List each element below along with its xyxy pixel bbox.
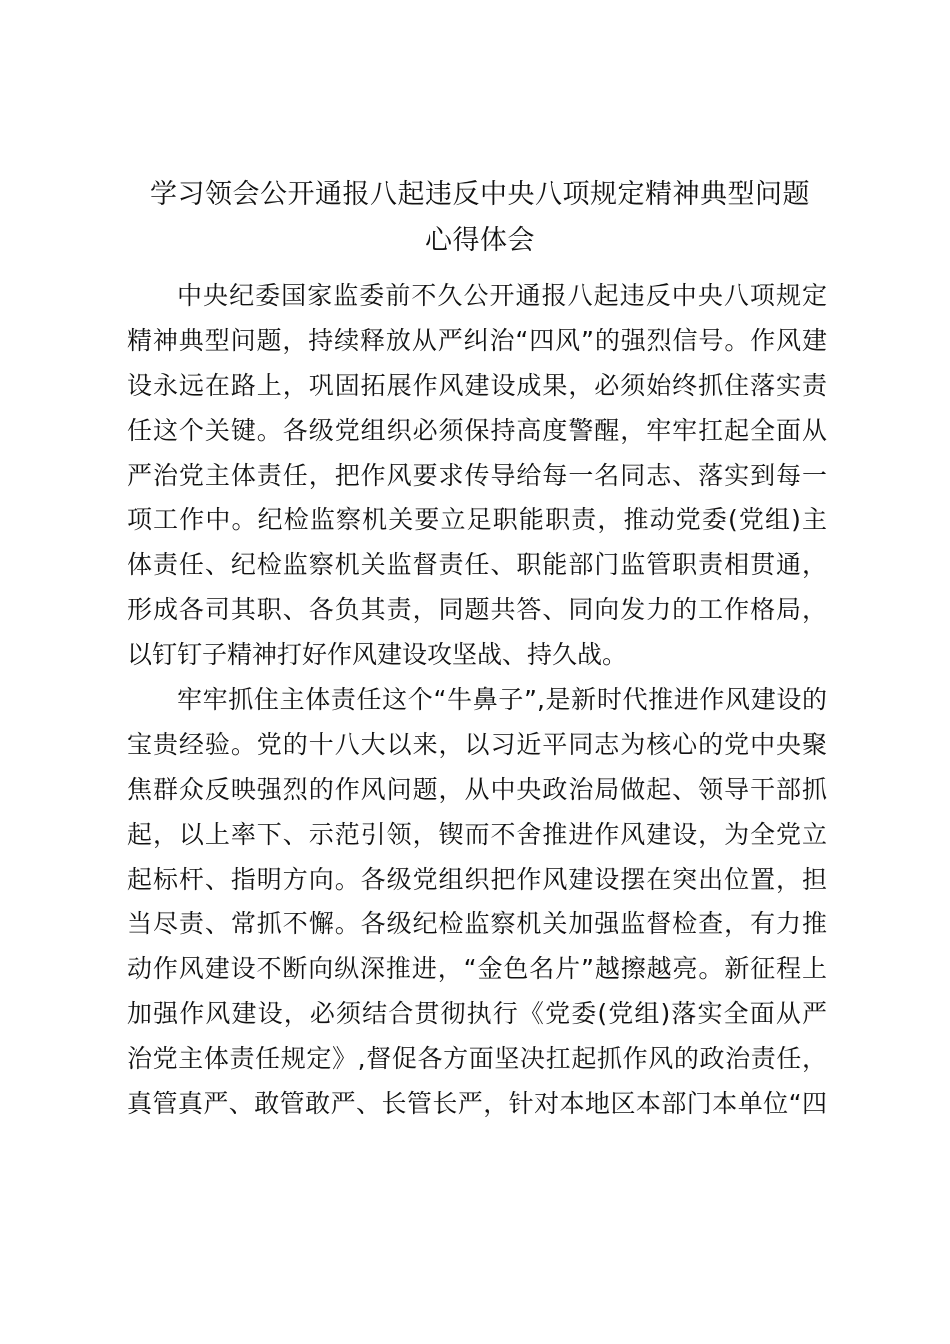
paragraph-1-line: 中央纪委国家监委前不久公开通报八起违反中央八项规定 bbox=[177, 281, 827, 310]
title-line-2: 心得体会 bbox=[425, 225, 535, 256]
paragraph-1-line: 任这个关键。各级党组织必须保持高度警醒，牢牢扛起全面从 bbox=[127, 415, 827, 445]
paragraph-1-line: 以钉钉子精神打好作风建设攻坚战、持久战。 bbox=[127, 640, 628, 670]
document-title bbox=[110, 172, 850, 264]
paragraph-2-line: 治党主体责任规定》,督促各方面坚决扛起抓作风的政治责任， bbox=[127, 1044, 827, 1074]
paragraph-1-line: 精神典型问题，持续释放从严纠治“四风”的强烈信号。作风建 bbox=[127, 325, 827, 355]
paragraph-2-line: 动作风建设不断向纵深推进，“金色名片”越擦越亮。新征程上 bbox=[127, 954, 827, 984]
paragraph-1-line: 项工作中。纪检监察机关要立足职能职责，推动党委(党组)主 bbox=[127, 505, 827, 535]
paragraph-1-line: 形成各司其职、各负其责，同题共答、同向发力的工作格局， bbox=[127, 595, 827, 625]
paragraph-2-line: 加强作风建设，必须结合贯彻执行《党委(党组)落实全面从严 bbox=[127, 999, 827, 1029]
paragraph-2-line: 焦群众反映强烈的作风问题，从中央政治局做起、领导干部抓 bbox=[127, 774, 827, 804]
paragraph-1-line: 体责任、纪检监察机关监督责任、职能部门监管职责相贯通， bbox=[127, 550, 827, 580]
paragraph-2-line: 真管真严、敢管敢严、长管长严，针对本地区本部门本单位“四 bbox=[127, 1089, 827, 1119]
paragraph-2-line: 起，以上率下、示范引领，锲而不舍推进作风建设，为全党立 bbox=[127, 819, 827, 849]
paragraph-2-line: 牢牢抓住主体责任这个“牛鼻子”,是新时代推进作风建设的 bbox=[177, 685, 827, 715]
paragraph-1-line: 严治党主体责任，把作风要求传导给每一名同志、落实到每一 bbox=[127, 460, 827, 490]
paragraph-2-line: 当尽责、常抓不懈。各级纪检监察机关加强监督检查，有力推 bbox=[127, 909, 827, 939]
paragraph-2-line: 起标杆、指明方向。各级党组织把作风建设摆在突出位置，担 bbox=[127, 864, 827, 894]
paragraph-1-line: 设永远在路上，巩固拓展作风建设成果，必须始终抓住落实责 bbox=[127, 370, 827, 400]
title-line-1: 学习领会公开通报八起违反中央八项规定精神典型问题 bbox=[150, 179, 810, 210]
paragraph-2-line: 宝贵经验。党的十八大以来，以习近平同志为核心的党中央聚 bbox=[127, 729, 827, 759]
document-body bbox=[127, 274, 827, 1127]
